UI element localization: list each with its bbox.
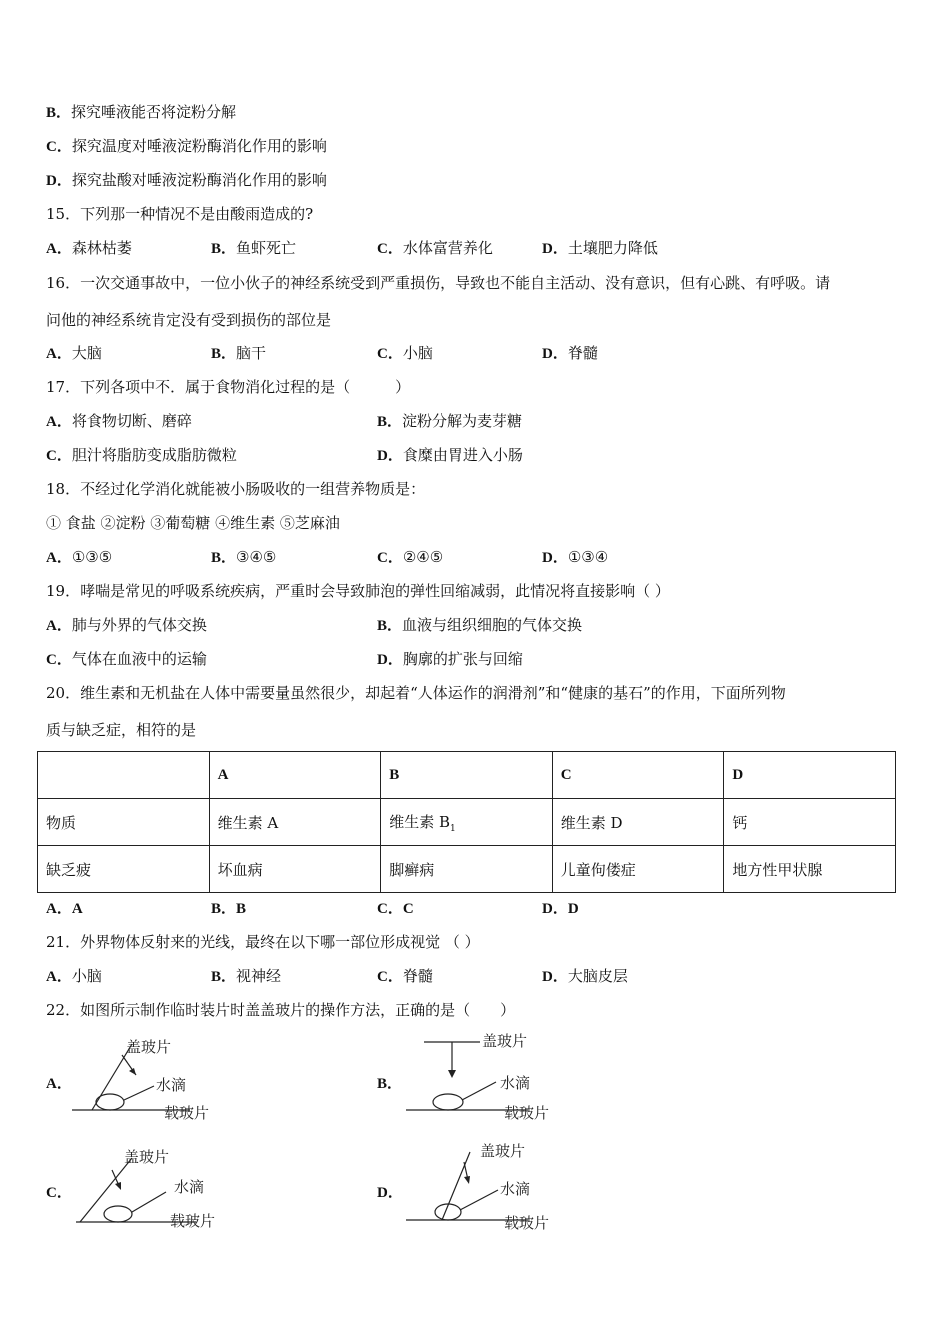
- q20-stem-line1: 20．维生素和无机盐在人体中需要量虽然很少，却起着“人体运作的润滑剂”和“健康的基石”的作用，下面所列物: [46, 684, 786, 702]
- option-label: C．: [377, 550, 403, 566]
- q16-stem-line1: 16．一次交通事故中，一位小伙子的神经系统受到严重损伤，导致也不能自主活动、没有意识，但有心跳、有呼吸。请: [46, 274, 831, 292]
- option-label: B．: [211, 550, 237, 566]
- table-cell: 钙: [724, 799, 896, 846]
- q14-option-b: [46, 102, 236, 123]
- pointer-line: [460, 1190, 498, 1210]
- q22-stem: 22．如图所示制作临时装片时盖盖玻片的操作方法，正确的是（ ）: [46, 1001, 516, 1019]
- option-label: A．: [46, 618, 72, 634]
- q19-option-a: [46, 615, 207, 636]
- q15-option-b: [211, 238, 296, 259]
- arrow-head: [115, 1182, 121, 1190]
- option-text: 大脑: [71, 344, 102, 362]
- q17-stem: 17．下列各项中不．属于食物消化过程的是（ ）: [46, 378, 411, 396]
- cell-text: 维生素 A: [217, 813, 279, 832]
- q21-option-d: [542, 966, 628, 987]
- table-cell: [38, 752, 210, 799]
- option-label: A．: [46, 550, 72, 566]
- cell-text: 维生素 B: [389, 812, 450, 831]
- pointer-line: [462, 1082, 496, 1100]
- water-label: 水滴: [500, 1180, 531, 1198]
- table-cell: 脚癣病: [381, 846, 553, 893]
- table-cell: 儿童佝偻症: [552, 846, 724, 893]
- figure-a-diagram: [70, 1030, 220, 1126]
- table-cell: B: [381, 752, 553, 799]
- option-text: 大脑皮层: [567, 967, 628, 985]
- table-cell: [209, 799, 381, 846]
- water-drop: [433, 1094, 463, 1110]
- option-text: 将食物切断、磨碎: [71, 412, 192, 430]
- q16-stem-line2: 问他的神经系统肯定没有受到损伤的部位是: [46, 311, 332, 329]
- option-text: 血液与组织细胞的气体交换: [402, 616, 583, 634]
- option-label: C．: [377, 901, 403, 917]
- option-text: B: [236, 901, 247, 917]
- q20-option-d: [542, 898, 579, 919]
- option-label: B．: [377, 414, 403, 430]
- option-text: ①③④: [567, 548, 609, 566]
- coverslip-label: 盖玻片: [126, 1038, 172, 1056]
- subscript: 1: [449, 823, 456, 834]
- table-cell: [381, 799, 553, 846]
- q17-option-c: [46, 445, 237, 466]
- option-label: A．: [46, 901, 72, 917]
- vitamin-table: [37, 751, 896, 893]
- coverslip-label: 盖玻片: [482, 1032, 528, 1050]
- q21-option-c: [377, 966, 433, 987]
- q15-stem: 15．下列那一种情况不是由酸雨造成的?: [46, 205, 314, 223]
- slide-label: 载玻片: [164, 1104, 210, 1122]
- option-text: 食糜由胃进入小肠: [402, 446, 523, 464]
- slide-label: 载玻片: [170, 1212, 216, 1230]
- q22-option-d-label: D．: [377, 1185, 403, 1201]
- q15-option-a: [46, 238, 132, 259]
- coverslip-line: [442, 1152, 470, 1220]
- table-cell: 物质: [38, 799, 210, 846]
- option-text: 气体在血液中的运输: [71, 650, 207, 668]
- q22-option-c-label: C．: [46, 1185, 72, 1201]
- coverslip-label: 盖玻片: [124, 1148, 170, 1166]
- q16-option-a: [46, 343, 102, 364]
- option-label: C．: [377, 346, 403, 362]
- q18-items: ① 食盐 ②淀粉 ③葡萄糖 ④维生素 ⑤芝麻油: [46, 514, 340, 532]
- option-label: D．: [377, 652, 403, 668]
- option-label: B．: [211, 241, 237, 257]
- option-text: 小脑: [71, 967, 102, 985]
- figure-c-diagram: [70, 1140, 220, 1236]
- option-label: A．: [46, 414, 72, 430]
- option-label: B．: [211, 346, 237, 362]
- option-text: 探究盐酸对唾液淀粉酶消化作用的影响: [71, 171, 327, 189]
- table-row: [38, 799, 896, 846]
- q14-option-c: [46, 136, 327, 157]
- water-drop: [96, 1094, 124, 1110]
- option-text: A: [71, 901, 83, 917]
- option-text: 水体富营养化: [402, 239, 493, 257]
- option-label: D．: [542, 241, 568, 257]
- option-text: 鱼虾死亡: [236, 239, 297, 257]
- slide-label: 载玻片: [504, 1214, 550, 1232]
- option-label: A．: [46, 969, 72, 985]
- option-text: 淀粉分解为麦芽糖: [402, 412, 523, 430]
- table-row: [38, 846, 896, 893]
- q15-option-d: [542, 238, 658, 259]
- q21-option-a: [46, 966, 102, 987]
- q20-option-b: [211, 898, 246, 919]
- q22-option-a-label: A．: [46, 1076, 72, 1092]
- arrow-head: [129, 1068, 136, 1075]
- option-label: C．: [377, 969, 403, 985]
- option-text: ②④⑤: [402, 548, 444, 566]
- water-label: 水滴: [156, 1076, 187, 1094]
- q20-option-c: [377, 898, 414, 919]
- table-cell: [552, 799, 724, 846]
- option-text: 胆汁将脂肪变成脂肪微粒: [71, 446, 237, 464]
- option-text: D: [567, 901, 579, 917]
- option-label: B．: [211, 969, 237, 985]
- q19-option-d: [377, 649, 523, 670]
- table-cell: 缺乏疲: [38, 846, 210, 893]
- option-text: 土壤肥力降低: [567, 239, 658, 257]
- option-label: B．: [211, 901, 237, 917]
- water-drop: [104, 1206, 132, 1222]
- cell-text: 维生素 D: [560, 813, 623, 832]
- table-cell: D: [724, 752, 896, 799]
- q17-option-b: [377, 411, 522, 432]
- option-text: 脊髓: [567, 344, 598, 362]
- option-text: 小脑: [402, 344, 433, 362]
- option-text: 探究温度对唾液淀粉酶消化作用的影响: [71, 137, 327, 155]
- q17-option-a: [46, 411, 192, 432]
- q21-option-b: [211, 966, 281, 987]
- table-cell: 坏血病: [209, 846, 381, 893]
- option-label: C．: [46, 652, 72, 668]
- table-cell: A: [209, 752, 381, 799]
- q17-option-d: [377, 445, 523, 466]
- option-label: B．: [377, 618, 403, 634]
- option-label: C．: [46, 448, 72, 464]
- coverslip-label: 盖玻片: [480, 1142, 526, 1160]
- arrow-head: [464, 1176, 470, 1184]
- option-label: D．: [542, 346, 568, 362]
- coverslip-line: [80, 1158, 132, 1222]
- figure-b-diagram: [400, 1030, 555, 1126]
- q19-option-c: [46, 649, 207, 670]
- q16-option-d: [542, 343, 598, 364]
- option-label: C．: [377, 241, 403, 257]
- q18-option-a: [46, 547, 112, 568]
- q19-stem: 19．哮喘是常见的呼吸系统疾病，严重时会导致肺泡的弹性回缩减弱，此情况将直接影响（ ）: [46, 582, 670, 600]
- option-text: 脑干: [236, 344, 267, 362]
- option-text: C: [402, 901, 414, 917]
- q18-option-c: [377, 547, 443, 568]
- q18-option-b: [211, 547, 276, 568]
- option-text: 脊髓: [402, 967, 433, 985]
- table-cell: C: [552, 752, 724, 799]
- arrow-head: [448, 1070, 456, 1078]
- pointer-line: [132, 1192, 166, 1212]
- slide-label: 载玻片: [504, 1104, 550, 1122]
- option-text: ①③⑤: [71, 548, 113, 566]
- q22-option-b-label: B．: [377, 1076, 403, 1092]
- option-text: 森林枯萎: [71, 239, 132, 257]
- q20-option-a: [46, 898, 83, 919]
- option-text: 探究唾液能否将淀粉分解: [71, 103, 237, 121]
- option-label: D．: [377, 448, 403, 464]
- q15-option-c: [377, 238, 493, 259]
- option-label: A．: [46, 241, 72, 257]
- option-text: 胸廓的扩张与回缩: [402, 650, 523, 668]
- q18-stem: 18．不经过化学消化就能被小肠吸收的一组营养物质是：: [46, 480, 426, 498]
- option-label: C．: [46, 139, 72, 155]
- q20-stem-line2: 质与缺乏症，相符的是: [46, 721, 197, 739]
- option-label: D．: [542, 969, 568, 985]
- q14-option-d: [46, 170, 327, 191]
- option-label: D．: [542, 550, 568, 566]
- option-label: D．: [542, 901, 568, 917]
- q19-option-b: [377, 615, 582, 636]
- pointer-line: [124, 1086, 154, 1100]
- option-label: A．: [46, 346, 72, 362]
- q16-option-b: [211, 343, 266, 364]
- figure-d-diagram: [400, 1140, 555, 1236]
- water-label: 水滴: [174, 1178, 205, 1196]
- q21-stem: 21．外界物体反射来的光线，最终在以下哪一部位形成视觉 （ ）: [46, 933, 480, 951]
- option-text: 视神经: [236, 967, 282, 985]
- water-label: 水滴: [500, 1074, 531, 1092]
- option-text: 肺与外界的气体交换: [71, 616, 207, 634]
- option-text: ③④⑤: [236, 548, 277, 566]
- q16-option-c: [377, 343, 433, 364]
- option-label: D．: [46, 173, 72, 189]
- option-label: B．: [46, 105, 72, 121]
- table-cell: 地方性甲状腺: [724, 846, 896, 893]
- q18-option-d: [542, 547, 608, 568]
- table-header-row: [38, 752, 896, 799]
